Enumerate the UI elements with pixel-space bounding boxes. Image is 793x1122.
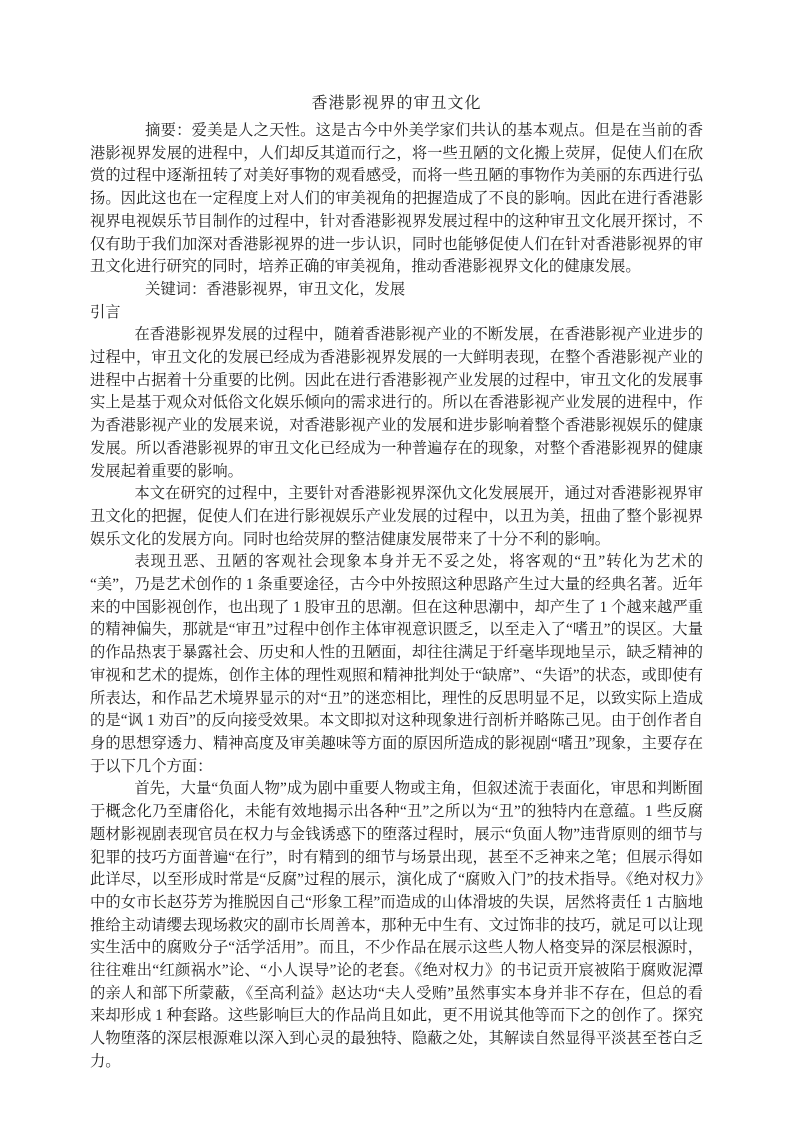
keywords-line: 关键词：香港影视界，审丑文化，发展	[145, 280, 406, 298]
document-title: 香港影视界的审丑文化	[311, 95, 482, 112]
document-body	[90, 120, 703, 1074]
abstract-paragraph: 摘要：爱美是人之天性。这是古今中外美学家们共认的基本观点。但是在当前的香港影视界发展的进程中，人们却反其道而行之，将一些丑陋的文化搬上荧屏，促使人们在欣赏的过程中逐渐扭转了对美好事物的观看感受，而将一些丑陋的事物作为美丽的东西进行弘扬。因此这也在一定程度上对人们的审美视角的把握造成了不良的影响。因此在进行香港影视界电视娱乐节目制作的过程中，针对香港影视界发展过程中的这种审丑文化展开探讨，不仅有助于我们加深对香港影视界的进一步认识，同时也能够促使人们在针对香港影视界的审丑文化进行研究的同时，培养正确的审美视角，推动香港影视界文化的健康发展。	[90, 122, 703, 276]
introduction-heading: 引言	[90, 303, 121, 321]
introduction-paragraph: 在香港影视界发展的过程中，随着香港影视产业的不断发展，在香港影视产业进步的过程中，审丑文化的发展已经成为香港影视界发展的一大鲜明表现，在整个香港影视产业的进程中占据着十分重要的比例。因此在进行香港影视产业发展的过程中，审丑文化的发展事实上是基于观众对低俗文化娱乐倾向的需求进行的。所以在香港影视产业发展的进程中，作为香港影视产业的发展来说，对香港影视产业的发展和进步影响着整个香港影视娱乐的健康发展。所以香港影视界的审丑文化已经成为一种普遍存在的现象，对整个香港影视界的健康发展起着重要的影响。	[90, 326, 703, 480]
research-scope-paragraph: 本文在研究的过程中，主要针对香港影视界深仇文化发展展开，通过对香港影视界审丑文化的把握，促使人们在进行影视娱乐产业发展的过程中，以丑为美，扭曲了整个影视界娱乐文化的发展方向。同时也给荧屏的整洁健康发展带来了十分不利的影响。	[90, 485, 703, 548]
first-aspect-paragraph: 首先，大量“负面人物”成为剧中重要人物或主角，但叙述流于表面化，审思和判断囿于概念化乃至庸俗化，未能有效地揭示出各种“丑”之所以为“丑”的独特内在意蕴。1 些反腐题材影视剧表现官员在权力与金钱诱惑下的堕落过程时，展示“负面人物”违背原则的细节与犯罪的技巧方面普遍“在行”，时有精到的细节与场景出现，甚至不乏神来之笔；但展示得如此详尽，以至形成时常是“反腐”过程的展示，演化成了“腐败入门”的技术指导。《绝对权力》中的女市长赵芬芳为推脱因自己“形象工程”而造成的山体滑坡的失误，居然将责任 1 古脑地推给主动请缨去现场救灾的副市长周善本，那种无中生有、文过饰非的技巧，就足可以让现实生活中的腐败分子“活学活用”。而且，不少作品在展示这些人物人格变异的深层根源时，往往难出“红颜祸水”论、“小人误导”论的老套。《绝对权力》的书记贡开宸被陷于腐败泥潭的亲人和部下所蒙蔽，《至高利益》赵达功“夫人受贿”虽然事实本身并非不存在，但总的看来却形成 1 种套路。这些影响巨大的作品尚且如此，更不用说其他等而下之的创作了。探究人物堕落的深层根源难以深入到心灵的最独特、隐蔽之处，其解读自然显得平淡甚至苍白乏力。	[90, 780, 703, 1070]
ugliness-analysis-paragraph: 表现丑恶、丑陋的客观社会现象本身并无不妥之处，将客观的“丑”转化为艺术的“美”，乃是艺术创作的 1 条重要途径，古今中外按照这种思路产生过大量的经典名著。近年来的中国影视创作，也出现了 1 股审丑的思潮。但在这种思潮中，却产生了 1 个越来越严重的精神偏失，那就是“审丑”过程中创作主体审视意识匮乏，以至走入了“嗜丑”的误区。大量的作品热衷于暴露社会、历史和人性的丑陋面，却往往满足于纤毫毕现地呈示，缺乏精神的审视和艺术的提炼，创作主体的理性观照和精神批判处于“缺席”、“失语”的状态，或即使有所表达，和作品艺术境界显示的对“丑”的迷恋相比，理性的反思明显不足，以致实际上造成的是“讽 1 劝百”的反向接受效果。本文即拟对这种现象进行剖析并略陈己见。由于创作者自身的思想穿透力、精神高度及审美趣味等方面的原因所造成的影视剧“嗜丑”现象，主要存在于以下几个方面：	[90, 553, 703, 775]
